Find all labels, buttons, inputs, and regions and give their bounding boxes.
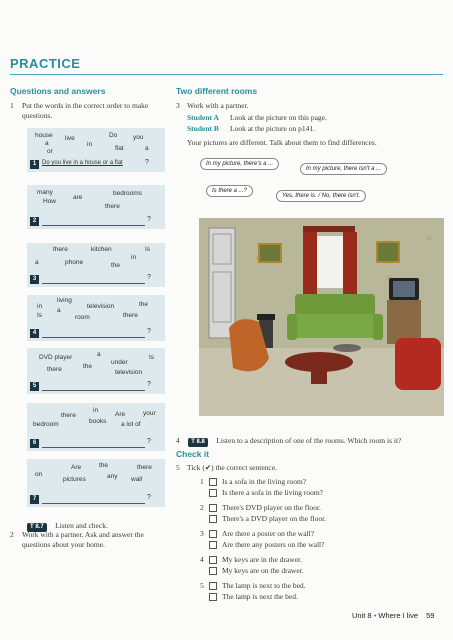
- section-heading-questions: Questions and answers: [10, 86, 106, 96]
- item-number: 1: [30, 160, 39, 169]
- audio-track-tag[interactable]: T 8.8: [188, 438, 208, 447]
- check-item-5-a: The lamp is next to the bed.: [222, 581, 306, 590]
- word: Do: [109, 132, 118, 139]
- check-item-3-b: Are there any posters on the wall?: [222, 540, 325, 549]
- student-a-text: Look at the picture on this page.: [230, 113, 327, 122]
- checkbox[interactable]: [209, 541, 217, 549]
- exercise-4-instructions: Listen to a description of one of the rooms. Which room is it?: [216, 436, 402, 445]
- speech-bubble: Is there a ...?: [206, 185, 253, 197]
- question-mark: ?: [147, 274, 151, 281]
- exercise-5-instructions: Tick (✔) the correct sentence.: [187, 463, 277, 472]
- word: Is: [149, 354, 155, 361]
- living-room-illustration: [199, 218, 444, 416]
- checkbox[interactable]: [209, 530, 217, 538]
- word-box-5: [27, 348, 165, 394]
- word: live: [65, 135, 75, 142]
- checkbox[interactable]: [209, 582, 217, 590]
- word: a: [97, 351, 101, 358]
- word: you: [133, 134, 144, 141]
- word: or: [47, 148, 53, 155]
- word: in: [87, 141, 93, 148]
- word: Is: [37, 312, 43, 319]
- speech-bubble: Yes, there is. / No, there isn't.: [276, 190, 366, 202]
- word: flat: [115, 145, 124, 152]
- word: the: [83, 363, 93, 370]
- checkbox[interactable]: [209, 489, 217, 497]
- audio-track-tag[interactable]: T 8.7: [27, 523, 47, 532]
- word: television: [115, 369, 143, 376]
- check-item-2-a: There's DVD player on the floor.: [222, 503, 321, 512]
- item-number: 2: [30, 217, 39, 226]
- audio-instruction-text: Listen and check.: [55, 521, 108, 530]
- item-number: 6: [30, 439, 39, 448]
- exercise-3-instructions-2: Your pictures are different. Talk about them to find differences.: [187, 138, 377, 147]
- exercise-1-instructions: Put the words in the correct order to make questions.: [22, 101, 149, 120]
- answer-line: [42, 283, 145, 284]
- page-footer: [352, 611, 434, 620]
- word: the: [139, 301, 149, 308]
- word: there: [123, 312, 138, 319]
- check-item-5-number: 5: [200, 581, 204, 590]
- question-mark: ?: [147, 216, 151, 223]
- word: Are: [71, 464, 82, 471]
- word: How: [43, 198, 57, 205]
- word: in: [131, 254, 137, 261]
- check-item-1-a: Is a sofa in the living room?: [222, 477, 307, 486]
- word: a: [45, 140, 49, 147]
- check-item-1-number: 1: [200, 477, 204, 486]
- word: DVD player: [39, 354, 73, 361]
- answer-line: [42, 390, 145, 391]
- word: wall: [131, 476, 143, 483]
- exercise-4-number: 4: [176, 436, 180, 445]
- check-item-4-b: My keys are on the drawer.: [222, 566, 304, 575]
- exercise-4: [176, 430, 401, 448]
- checkbox[interactable]: [209, 567, 217, 575]
- student-b-text: Look at the picture on p141.: [230, 124, 315, 133]
- word-box-4: [27, 295, 165, 341]
- checkbox[interactable]: [209, 504, 217, 512]
- student-b-label: Student B: [187, 124, 219, 133]
- word: the: [99, 462, 109, 469]
- footer-bullet: •: [373, 611, 377, 620]
- word: under: [111, 359, 128, 366]
- checkbox[interactable]: [209, 478, 217, 486]
- question-mark: ?: [147, 438, 151, 445]
- word: Are: [115, 411, 126, 418]
- word: there: [47, 366, 62, 373]
- speech-bubble: In my picture, there isn't a ...: [300, 163, 387, 175]
- word: phone: [65, 259, 84, 266]
- word: there: [137, 464, 152, 471]
- word: bedroom: [33, 421, 59, 428]
- check-item-1-b: Is there a sofa in the living room?: [222, 488, 324, 497]
- word-box-6: [27, 403, 165, 451]
- check-item-4-number: 4: [200, 555, 204, 564]
- word: bedrooms: [113, 190, 142, 197]
- word: pictures: [63, 476, 86, 483]
- title-rule: [10, 74, 443, 75]
- word: room: [75, 314, 90, 321]
- word: a: [57, 307, 61, 314]
- check-item-4-a: My keys are in the drawer.: [222, 555, 302, 564]
- check-item-5-b: The lamp is next the bed.: [222, 592, 298, 601]
- question-mark: ?: [147, 381, 151, 388]
- word: there: [53, 246, 68, 253]
- example-answer: Do you live in a house or a flat: [42, 160, 123, 166]
- word: Is: [145, 246, 151, 253]
- exercise-3-instructions: Work with a partner.: [187, 101, 249, 110]
- check-item-3-a: Are there a poster on the wall?: [222, 529, 315, 538]
- answer-line: [42, 225, 145, 226]
- exercise-1-number: 1: [10, 101, 14, 110]
- page-title: PRACTICE: [10, 56, 81, 71]
- word-box-1: [27, 128, 165, 172]
- check-item-2-number: 2: [200, 503, 204, 512]
- answer-line: [42, 447, 145, 448]
- exercise-2-instructions: Work with a partner. Ask and answer the questions about your home.: [22, 530, 144, 549]
- word: there: [61, 412, 76, 419]
- footer-unit: Unit 8: [352, 611, 372, 620]
- exercise-2-number: 2: [10, 530, 14, 539]
- page-number: 59: [426, 611, 435, 620]
- word: a: [35, 259, 39, 266]
- word: any: [107, 473, 118, 480]
- checkbox[interactable]: [209, 556, 217, 564]
- footer-unit-title: Where I live: [378, 611, 419, 620]
- word: the: [111, 262, 121, 269]
- section-heading-rooms: Two different rooms: [176, 86, 258, 96]
- word: in: [37, 303, 43, 310]
- word: television: [87, 303, 115, 310]
- speech-bubble: In my picture, there's a ...: [200, 158, 279, 170]
- word: there: [105, 203, 120, 210]
- item-number: 5: [30, 382, 39, 391]
- item-number: 7: [30, 495, 39, 504]
- word: a lot of: [121, 421, 141, 428]
- answer-line: [42, 503, 145, 504]
- word-box-7: [27, 459, 165, 507]
- checkbox[interactable]: [209, 593, 217, 601]
- word: kitchen: [91, 246, 112, 253]
- item-number: 3: [30, 275, 39, 284]
- word: books: [89, 418, 107, 425]
- exercise-5-number: 5: [176, 463, 180, 472]
- checkbox[interactable]: [209, 515, 217, 523]
- answer-line: [42, 337, 145, 338]
- exercise-3-number: 3: [176, 101, 180, 110]
- word-box-2: [27, 185, 165, 229]
- check-item-2-b: There's a DVD player on the floor.: [222, 514, 327, 523]
- question-mark: ?: [145, 159, 149, 166]
- word: on: [35, 471, 43, 478]
- word: in: [93, 407, 99, 414]
- question-mark: ?: [147, 494, 151, 501]
- item-number: 4: [30, 329, 39, 338]
- word: your: [143, 410, 156, 417]
- student-a-label: Student A: [187, 113, 219, 122]
- question-mark: ?: [147, 328, 151, 335]
- check-it-heading: Check it: [176, 449, 210, 459]
- word: a: [145, 145, 149, 152]
- check-item-3-number: 3: [200, 529, 204, 538]
- word: living: [57, 297, 72, 304]
- word: many: [37, 189, 53, 196]
- word: house: [35, 132, 53, 139]
- word: are: [73, 194, 83, 201]
- word-box-3: [27, 243, 165, 287]
